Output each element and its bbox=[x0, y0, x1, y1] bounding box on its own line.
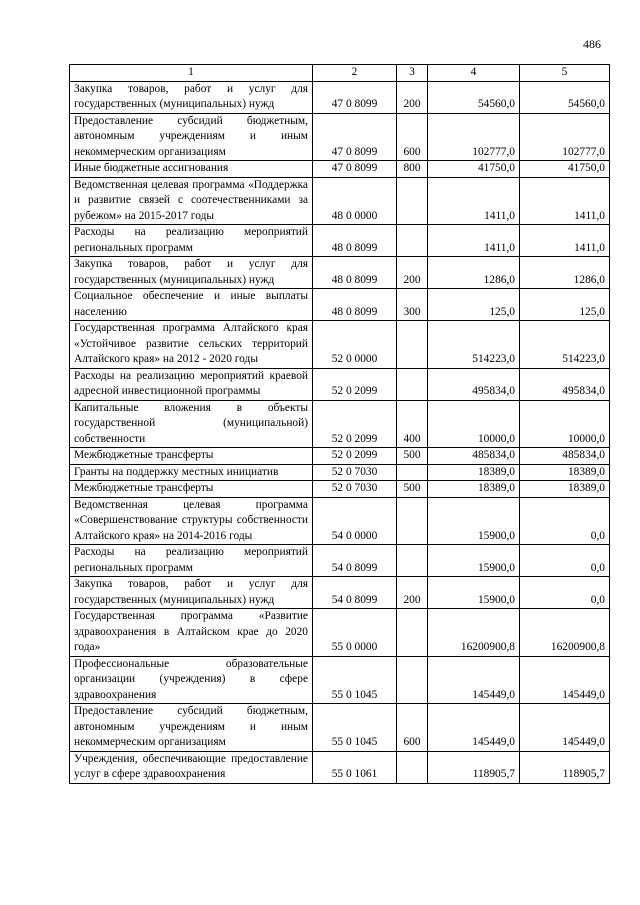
amount-col-4: 1411,0 bbox=[428, 177, 520, 225]
amount-col-4: 15900,0 bbox=[428, 497, 520, 545]
item-name: Гранты на поддержку местных инициатив bbox=[70, 464, 313, 481]
budget-table bbox=[69, 64, 610, 784]
table-row bbox=[70, 177, 610, 225]
amount-col-5: 495834,0 bbox=[520, 368, 610, 400]
expense-type-code bbox=[397, 751, 428, 783]
amount-col-4: 10000,0 bbox=[428, 400, 520, 448]
expense-type-code bbox=[397, 321, 428, 369]
item-name: Учреждения, обеспечивающие предоставление услуг в сфере здравоохранения bbox=[70, 751, 313, 783]
column-header: 1 bbox=[70, 65, 313, 82]
table-row bbox=[70, 545, 610, 577]
table-row bbox=[70, 577, 610, 609]
item-name: Предоставление субсидий бюджетным, автономным учреждениям и иным некоммерческим организациям bbox=[70, 704, 313, 752]
item-name: Социальное обеспечение и иные выплаты населению bbox=[70, 289, 313, 321]
expense-type-code: 200 bbox=[397, 577, 428, 609]
item-name: Профессиональные образовательные организации (учреждения) в сфере здравоохранения bbox=[70, 656, 313, 704]
expense-type-code bbox=[397, 464, 428, 481]
amount-col-4: 18389,0 bbox=[428, 481, 520, 498]
amount-col-5: 18389,0 bbox=[520, 481, 610, 498]
target-article-code: 47 0 8099 bbox=[313, 113, 397, 161]
expense-type-code bbox=[397, 368, 428, 400]
table-row bbox=[70, 400, 610, 448]
expense-type-code: 600 bbox=[397, 113, 428, 161]
column-header: 3 bbox=[397, 65, 428, 82]
amount-col-5: 485834,0 bbox=[520, 448, 610, 465]
item-name: Предоставление субсидий бюджетным, автономным учреждениям и иным некоммерческим организациям bbox=[70, 113, 313, 161]
table-row bbox=[70, 225, 610, 257]
target-article-code: 48 0 0000 bbox=[313, 177, 397, 225]
target-article-code: 48 0 8099 bbox=[313, 225, 397, 257]
expense-type-code: 500 bbox=[397, 481, 428, 498]
table-row bbox=[70, 81, 610, 113]
amount-col-5: 1411,0 bbox=[520, 177, 610, 225]
amount-col-5: 1411,0 bbox=[520, 225, 610, 257]
expense-type-code bbox=[397, 609, 428, 657]
amount-col-4: 15900,0 bbox=[428, 577, 520, 609]
amount-col-4: 145449,0 bbox=[428, 656, 520, 704]
target-article-code: 54 0 8099 bbox=[313, 545, 397, 577]
expense-type-code: 800 bbox=[397, 161, 428, 178]
amount-col-4: 514223,0 bbox=[428, 321, 520, 369]
expense-type-code: 200 bbox=[397, 257, 428, 289]
target-article-code: 55 0 1061 bbox=[313, 751, 397, 783]
expense-type-code: 400 bbox=[397, 400, 428, 448]
item-name: Государственная программа «Развитие здравоохранения в Алтайском крае до 2020 года» bbox=[70, 609, 313, 657]
amount-col-5: 41750,0 bbox=[520, 161, 610, 178]
table-row bbox=[70, 368, 610, 400]
expense-type-code bbox=[397, 225, 428, 257]
amount-col-5: 0,0 bbox=[520, 497, 610, 545]
amount-col-4: 15900,0 bbox=[428, 545, 520, 577]
page-number: 486 bbox=[583, 37, 601, 51]
amount-col-4: 18389,0 bbox=[428, 464, 520, 481]
target-article-code: 52 0 7030 bbox=[313, 464, 397, 481]
item-name: Закупка товаров, работ и услуг для государственных (муниципальных) нужд bbox=[70, 81, 313, 113]
column-header: 5 bbox=[520, 65, 610, 82]
expense-type-code bbox=[397, 177, 428, 225]
item-name: Расходы на реализацию мероприятий краевой адресной инвестиционной программы bbox=[70, 368, 313, 400]
table-row bbox=[70, 704, 610, 752]
item-name: Закупка товаров, работ и услуг для государственных (муниципальных) нужд bbox=[70, 257, 313, 289]
table-row bbox=[70, 448, 610, 465]
amount-col-5: 145449,0 bbox=[520, 656, 610, 704]
expense-type-code: 200 bbox=[397, 81, 428, 113]
item-name: Ведомственная целевая программа «Совершенствование структуры собственности Алтайского края» на 2014-2016 годы bbox=[70, 497, 313, 545]
amount-col-4: 1286,0 bbox=[428, 257, 520, 289]
target-article-code: 55 0 0000 bbox=[313, 609, 397, 657]
item-name: Капитальные вложения в объекты государственной (муниципальной) собственности bbox=[70, 400, 313, 448]
item-name: Закупка товаров, работ и услуг для государственных (муниципальных) нужд bbox=[70, 577, 313, 609]
target-article-code: 54 0 0000 bbox=[313, 497, 397, 545]
target-article-code: 47 0 8099 bbox=[313, 81, 397, 113]
item-name: Государственная программа Алтайского края «Устойчивое развитие сельских территорий Алтайского края» на 2012 - 2020 годы bbox=[70, 321, 313, 369]
expense-type-code: 500 bbox=[397, 448, 428, 465]
amount-col-5: 118905,7 bbox=[520, 751, 610, 783]
target-article-code: 48 0 8099 bbox=[313, 257, 397, 289]
amount-col-5: 102777,0 bbox=[520, 113, 610, 161]
amount-col-4: 1411,0 bbox=[428, 225, 520, 257]
amount-col-5: 0,0 bbox=[520, 577, 610, 609]
amount-col-5: 18389,0 bbox=[520, 464, 610, 481]
amount-col-5: 514223,0 bbox=[520, 321, 610, 369]
table-row bbox=[70, 113, 610, 161]
expense-type-code: 300 bbox=[397, 289, 428, 321]
table-row bbox=[70, 751, 610, 783]
target-article-code: 55 0 1045 bbox=[313, 704, 397, 752]
target-article-code: 52 0 0000 bbox=[313, 321, 397, 369]
table-row bbox=[70, 289, 610, 321]
table-row bbox=[70, 481, 610, 498]
expense-type-code bbox=[397, 545, 428, 577]
table-row bbox=[70, 161, 610, 178]
target-article-code: 52 0 2099 bbox=[313, 448, 397, 465]
target-article-code: 47 0 8099 bbox=[313, 161, 397, 178]
amount-col-4: 125,0 bbox=[428, 289, 520, 321]
item-name: Расходы на реализацию мероприятий региональных программ bbox=[70, 225, 313, 257]
target-article-code: 54 0 8099 bbox=[313, 577, 397, 609]
amount-col-4: 16200900,8 bbox=[428, 609, 520, 657]
amount-col-4: 102777,0 bbox=[428, 113, 520, 161]
target-article-code: 52 0 2099 bbox=[313, 368, 397, 400]
table-row bbox=[70, 464, 610, 481]
target-article-code: 52 0 2099 bbox=[313, 400, 397, 448]
target-article-code: 55 0 1045 bbox=[313, 656, 397, 704]
amount-col-5: 0,0 bbox=[520, 545, 610, 577]
table-row bbox=[70, 609, 610, 657]
item-name: Ведомственная целевая программа «Поддержка и развитие связей с соотечественниками за рубежом» на 2015-2017 годы bbox=[70, 177, 313, 225]
amount-col-4: 41750,0 bbox=[428, 161, 520, 178]
column-header: 2 bbox=[313, 65, 397, 82]
table-row bbox=[70, 257, 610, 289]
amount-col-5: 10000,0 bbox=[520, 400, 610, 448]
target-article-code: 52 0 7030 bbox=[313, 481, 397, 498]
amount-col-4: 485834,0 bbox=[428, 448, 520, 465]
column-header: 4 bbox=[428, 65, 520, 82]
expense-type-code bbox=[397, 497, 428, 545]
expense-type-code bbox=[397, 656, 428, 704]
header-row bbox=[70, 65, 610, 82]
amount-col-4: 145449,0 bbox=[428, 704, 520, 752]
expense-type-code: 600 bbox=[397, 704, 428, 752]
table-row bbox=[70, 497, 610, 545]
item-name: Иные бюджетные ассигнования bbox=[70, 161, 313, 178]
target-article-code: 48 0 8099 bbox=[313, 289, 397, 321]
amount-col-5: 145449,0 bbox=[520, 704, 610, 752]
item-name: Межбюджетные трансферты bbox=[70, 448, 313, 465]
amount-col-5: 125,0 bbox=[520, 289, 610, 321]
amount-col-4: 118905,7 bbox=[428, 751, 520, 783]
table-row bbox=[70, 321, 610, 369]
amount-col-4: 54560,0 bbox=[428, 81, 520, 113]
amount-col-5: 54560,0 bbox=[520, 81, 610, 113]
item-name: Расходы на реализацию мероприятий региональных программ bbox=[70, 545, 313, 577]
item-name: Межбюджетные трансферты bbox=[70, 481, 313, 498]
amount-col-5: 1286,0 bbox=[520, 257, 610, 289]
amount-col-4: 495834,0 bbox=[428, 368, 520, 400]
table-row bbox=[70, 656, 610, 704]
amount-col-5: 16200900,8 bbox=[520, 609, 610, 657]
